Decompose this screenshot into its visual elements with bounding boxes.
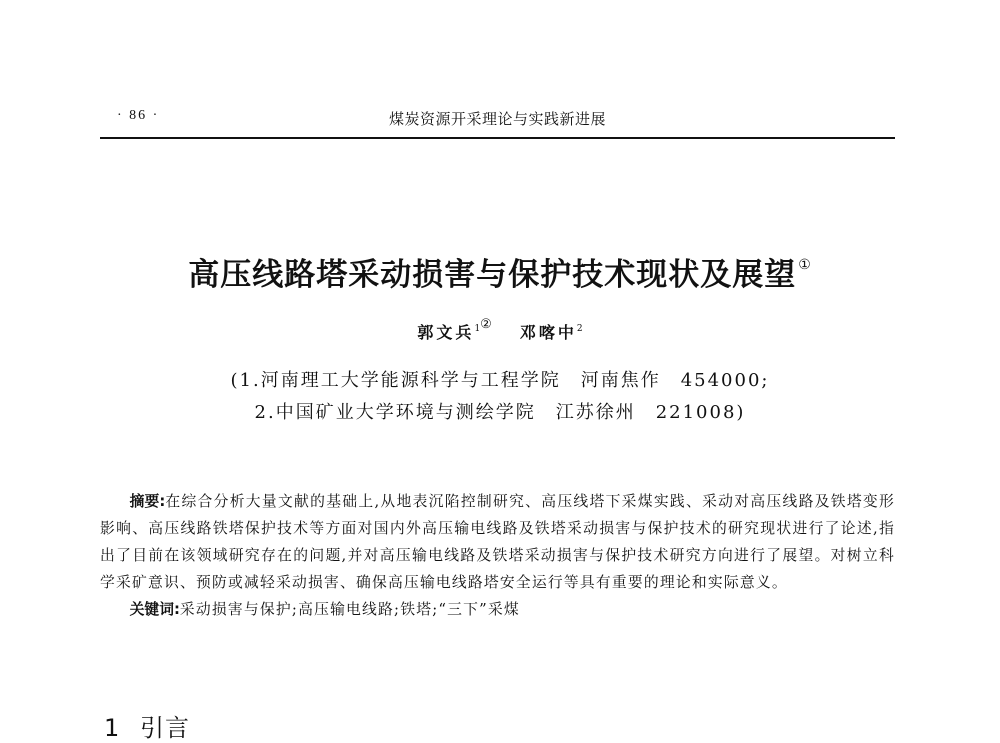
keywords-paragraph xyxy=(100,596,895,623)
author-name: 邓喀中 xyxy=(519,323,577,342)
header-rule xyxy=(100,137,895,139)
section-title: 引言 xyxy=(140,714,190,742)
author-affiliation-mark: 2 xyxy=(576,324,583,334)
journal-title: 煤炭资源开采理论与实践新进展 xyxy=(388,110,606,128)
affiliation-line: (1.河南理工大学能源科学与工程学院 河南焦作 454000; xyxy=(230,370,770,391)
author-list xyxy=(0,317,1000,343)
running-header xyxy=(100,108,895,130)
page-number: · 86 · xyxy=(117,108,160,123)
affiliation-line: 2.中国矿业大学环境与测绘学院 江苏徐州 221008) xyxy=(254,402,746,423)
author xyxy=(520,320,583,343)
abstract-paragraph xyxy=(100,488,895,596)
section-heading xyxy=(104,708,190,743)
author-affiliation-mark: 1 xyxy=(474,324,481,334)
title-footnote-mark: ① xyxy=(798,257,812,273)
abstract-text: 在综合分析大量文献的基础上,从地表沉陷控制研究、高压线塔下采煤实践、采动对高压线路及铁塔变形影响、高压线路铁塔保护技术等方面对国内外高压输电线路及铁塔采动损害与保护技术的研究现状进行了论述,指出了目前在该领域研究存在的问题,并对高压输电线路及铁塔采动损害与保护技术研究方向进行了展望。对树立科学采矿意识、预防或减轻采动损害、确保高压输电线路塔安全运行等具有重要的理论和实际意义。 xyxy=(100,493,895,591)
author-name: 郭文兵 xyxy=(417,323,475,342)
section-number: 1 xyxy=(104,714,121,742)
article-title xyxy=(0,249,1000,294)
article-title-text: 高压线路塔采动损害与保护技术现状及展望 xyxy=(188,257,797,293)
author-footnote-mark: ② xyxy=(480,317,492,332)
author xyxy=(417,317,491,343)
abstract-label: 摘要: xyxy=(129,493,166,510)
keywords-text: 采动损害与保护;高压输电线路;铁塔;“三下”采煤 xyxy=(179,601,520,618)
keywords-label: 关键词: xyxy=(129,601,180,618)
abstract-block xyxy=(100,488,895,623)
